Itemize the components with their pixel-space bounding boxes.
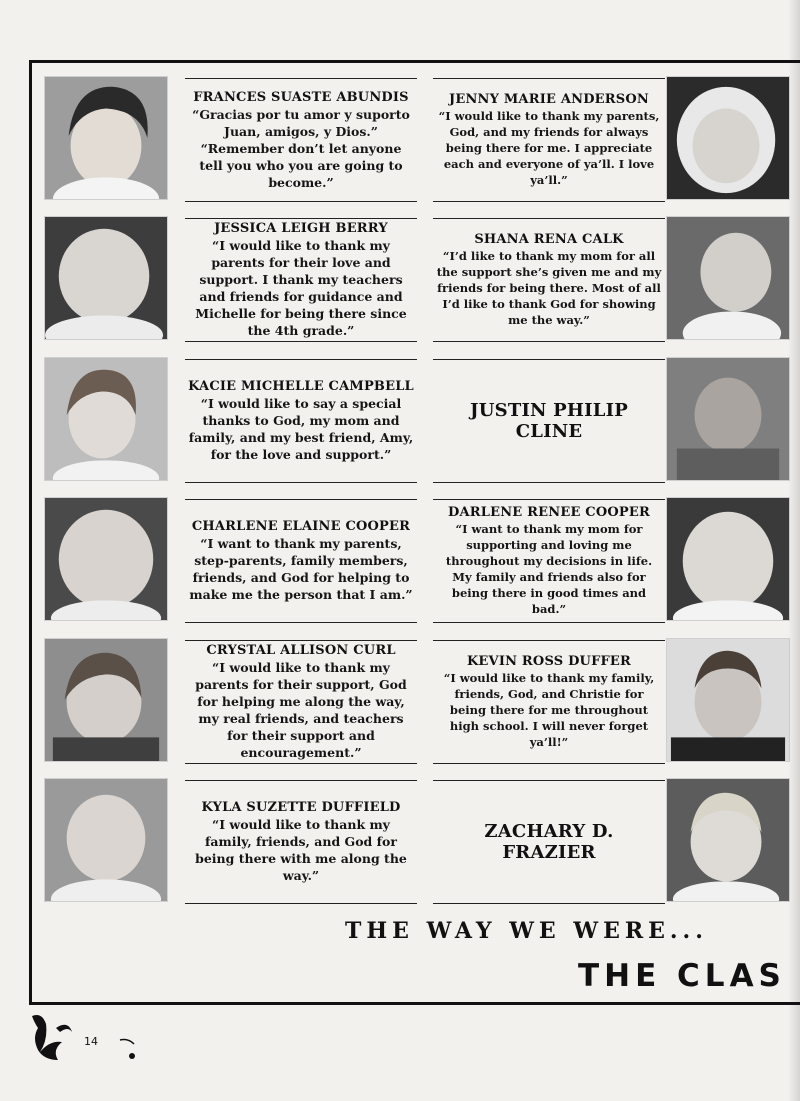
student-quote: “I would like to thank my parents for their support, God for helping me along the way, my real friends, and teachers for their support and encouragement.” bbox=[195, 660, 407, 760]
student-quote: “I would like to thank my family, friends, and God for being there with me along the way.” bbox=[195, 817, 407, 883]
baby-photo-frances bbox=[44, 76, 168, 200]
baby-photo-darlene bbox=[666, 497, 790, 621]
student-quote: “I want to thank my parents, step-parents, family members, friends, and God for helping to make me the person that I am.” bbox=[189, 536, 413, 602]
student-name: DARLENE RENEE COOPER bbox=[448, 505, 650, 520]
student-quote: “I want to thank my mom for supporting and loving me throughout my decisions in life. My family and friends also for being there in good times and bad.” bbox=[445, 522, 653, 616]
student-entry bbox=[185, 638, 417, 766]
student-entry bbox=[185, 216, 417, 344]
student-entry bbox=[433, 76, 665, 204]
student-entry bbox=[185, 497, 417, 625]
page-number: 14 bbox=[84, 1035, 98, 1048]
baby-photo-zachary bbox=[666, 778, 790, 902]
student-quote: “I’d like to thank my mom for all the support she’s given me and my friends for being there. Most of all I’d like to thank God for showing me the way.” bbox=[436, 249, 662, 327]
baby-photo-kevin bbox=[666, 638, 790, 762]
baby-photo-charlene bbox=[44, 497, 168, 621]
student-entry bbox=[433, 216, 665, 344]
student-quote: “I would like to thank my parents for their love and support. I thank my teachers and friends for guidance and Michelle for being there since the 4th grade.” bbox=[195, 238, 407, 338]
baby-photo-crystal bbox=[44, 638, 168, 762]
student-entry bbox=[433, 497, 665, 625]
student-entry bbox=[185, 778, 417, 906]
student-quote: “I would like to thank my parents, God, and my friends for always being there for me. I appreciate each and everyone of ya’ll. I love ya’ll.” bbox=[438, 109, 660, 187]
student-name: ZACHARY D. FRAZIER bbox=[484, 820, 614, 863]
student-name: JESSICA LEIGH BERRY bbox=[214, 221, 388, 236]
section-title: THE CLAS bbox=[578, 958, 786, 994]
student-name: CRYSTAL ALLISON CURL bbox=[206, 643, 396, 658]
student-quote: “I would like to thank my family, friends, God, and Christie for being there for me throughout high school. I will never forget ya’ll!” bbox=[443, 671, 655, 749]
student-name: FRANCES SUASTE ABUNDIS bbox=[193, 89, 409, 105]
tagline: THE WAY WE WERE... bbox=[345, 918, 708, 944]
baby-photo-shana bbox=[666, 216, 790, 340]
student-name: KEVIN ROSS DUFFER bbox=[466, 654, 632, 669]
baby-photo-kyla bbox=[44, 778, 168, 902]
student-name: JUSTIN PHILIP CLINE bbox=[470, 399, 628, 442]
baby-photo-jenny bbox=[666, 76, 790, 200]
student-quote: “Gracias por tu amor y suporto Juan, amigos, y Dios.” “Remember don’t let anyone tell you who you are going to become.” bbox=[192, 106, 410, 190]
page-fold-shadow bbox=[788, 0, 800, 1101]
baby-photo-jessica bbox=[44, 216, 168, 340]
student-entry bbox=[433, 638, 665, 766]
student-quote: “I would like to say a special thanks to God, my mom and family, and my best friend, Amy, for the love and support.” bbox=[188, 396, 414, 462]
student-name: SHANA RENA CALK bbox=[474, 232, 624, 247]
student-name: KYLA SUZETTE DUFFIELD bbox=[201, 800, 401, 815]
baby-photo-kacie bbox=[44, 357, 168, 481]
student-entry bbox=[185, 76, 417, 204]
baby-photo-justin bbox=[666, 357, 790, 481]
student-entry bbox=[433, 357, 665, 485]
student-entry bbox=[433, 778, 665, 906]
student-name: CHARLENE ELAINE COOPER bbox=[191, 519, 411, 534]
student-name: JENNY MARIE ANDERSON bbox=[449, 92, 649, 107]
student-entry bbox=[185, 357, 417, 485]
student-name: KACIE MICHELLE CAMPBELL bbox=[188, 379, 414, 394]
